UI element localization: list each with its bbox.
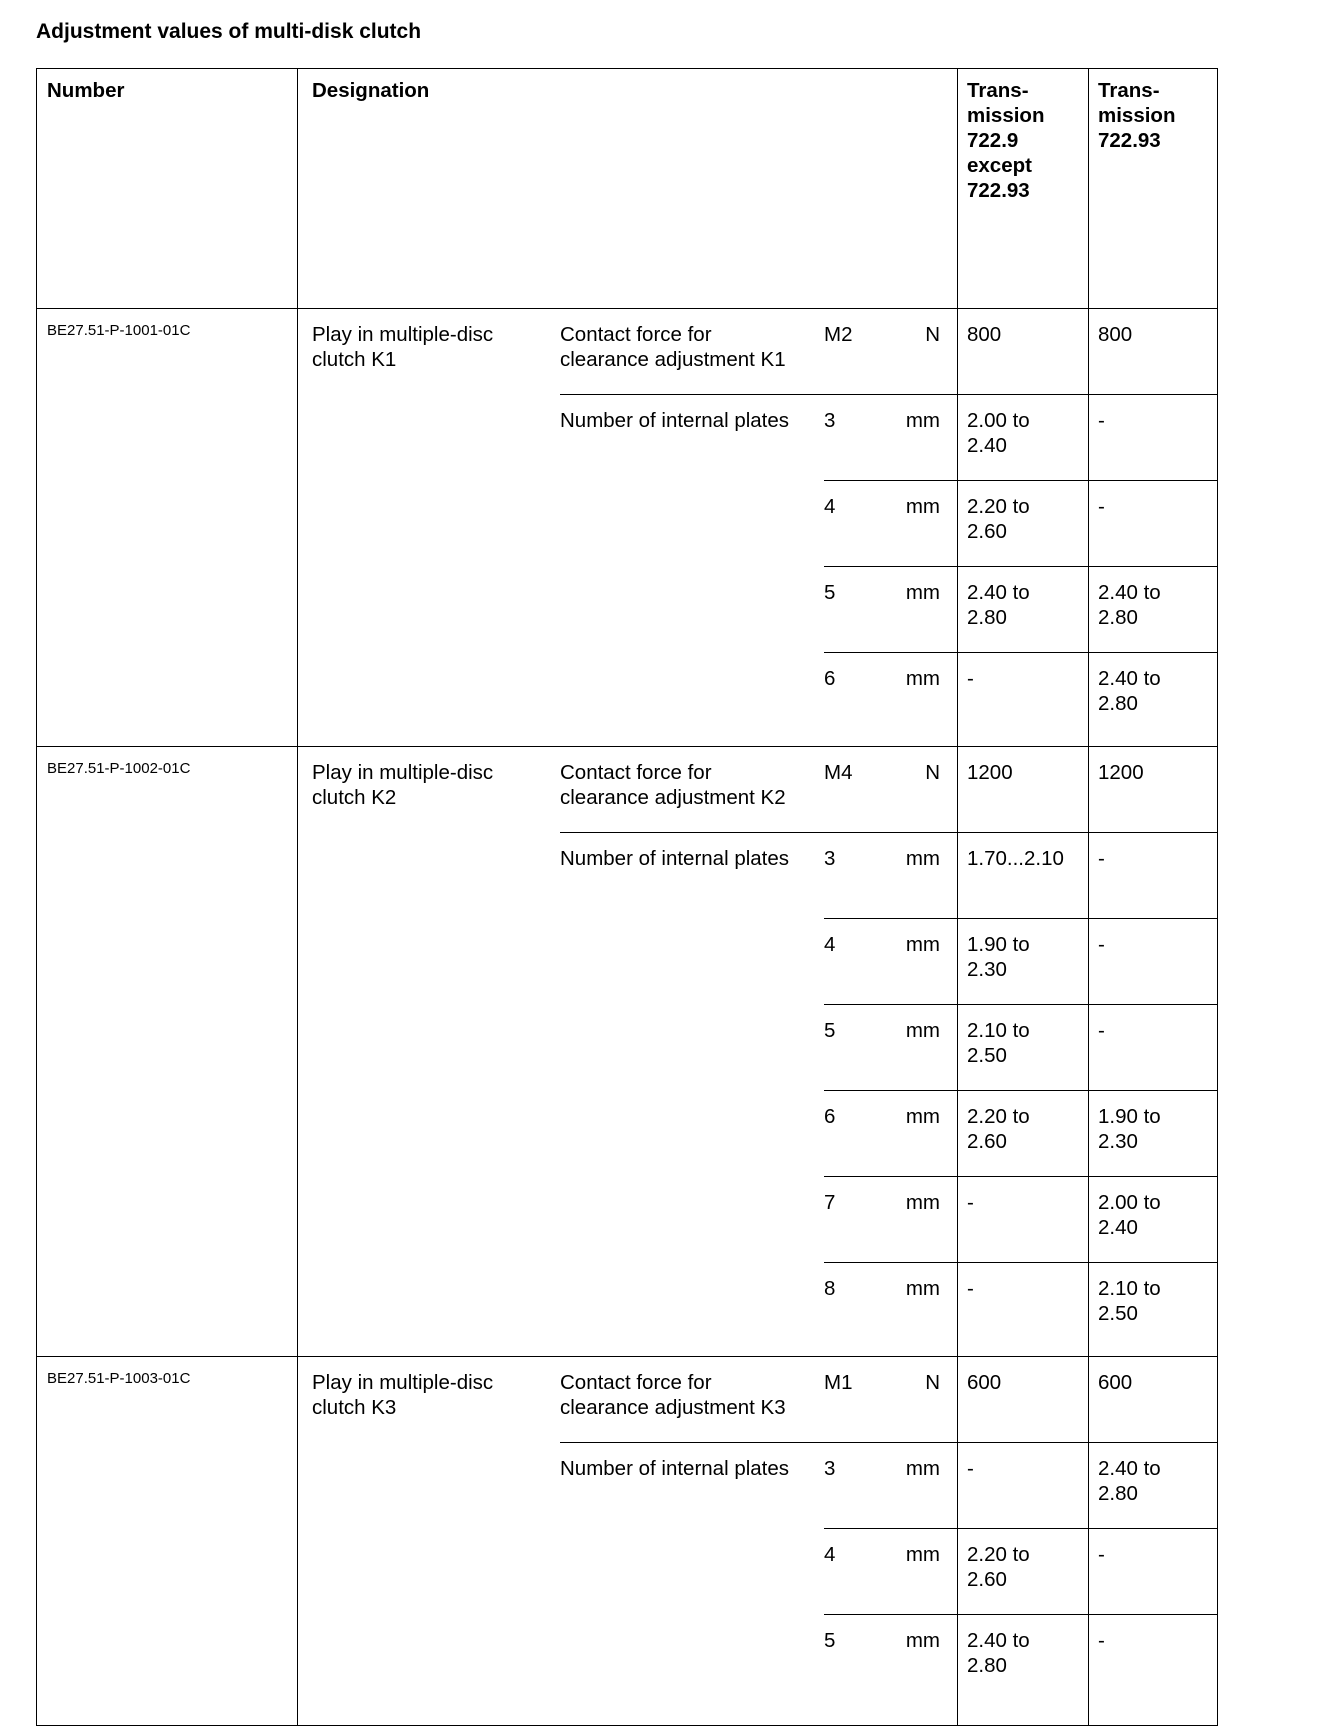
contact-force-label: Contact force for clearance adjustment K1 xyxy=(560,323,786,371)
plate-unit: mm xyxy=(905,1277,940,1300)
plate-value-722-93: - xyxy=(1098,1019,1105,1042)
group-divider xyxy=(36,1356,1218,1357)
plate-value-722-9: 2.10 to 2.50 xyxy=(967,1019,1030,1067)
plate-unit: mm xyxy=(905,409,940,432)
plate-value-722-9: - xyxy=(967,1191,974,1214)
plate-value-722-9: - xyxy=(967,667,974,690)
plate-row-divider xyxy=(824,652,1218,653)
plate-value-722-9: - xyxy=(967,1277,974,1300)
plate-value-722-9: 2.40 to 2.80 xyxy=(967,581,1030,629)
plate-value-722-9: 2.20 to 2.60 xyxy=(967,495,1030,543)
column-divider xyxy=(1088,68,1089,1726)
plate-unit: mm xyxy=(905,1191,940,1214)
plate-unit: mm xyxy=(905,667,940,690)
plate-value-722-93: 1.90 to 2.30 xyxy=(1098,1105,1161,1153)
plate-row-divider xyxy=(824,1176,1218,1177)
plate-row-divider xyxy=(824,1090,1218,1091)
plate-value-722-9: 2.20 to 2.60 xyxy=(967,1543,1030,1591)
internal-plates-label: Number of internal plates xyxy=(560,847,790,870)
internal-plates-label: Number of internal plates xyxy=(560,1457,790,1480)
contact-force-label: Contact force for clearance adjustment K2 xyxy=(560,761,786,809)
plate-row-divider xyxy=(824,1528,1218,1529)
column-divider xyxy=(957,68,958,1726)
plate-value-722-93: 2.40 to 2.80 xyxy=(1098,581,1161,629)
plate-value-722-93: 2.10 to 2.50 xyxy=(1098,1277,1161,1325)
header-designation: Designation xyxy=(312,79,430,102)
plate-row-divider xyxy=(824,1262,1218,1263)
force-code: M4 xyxy=(824,761,853,784)
plate-value-722-9: 2.20 to 2.60 xyxy=(967,1105,1030,1153)
header-number: Number xyxy=(47,79,125,102)
plate-count: 3 xyxy=(824,847,836,870)
force-value-722-93: 1200 xyxy=(1098,761,1144,784)
plate-row-divider xyxy=(824,918,1218,919)
plate-row-divider xyxy=(824,480,1218,481)
plate-value-722-93: - xyxy=(1098,1543,1105,1566)
column-divider xyxy=(297,68,298,1726)
plate-value-722-9: 1.70...2.10 xyxy=(967,847,1064,870)
designation: Play in multiple-disc clutch K1 xyxy=(312,323,494,371)
plate-value-722-93: 2.40 to 2.80 xyxy=(1098,667,1161,715)
plate-count: 3 xyxy=(824,1457,836,1480)
plate-value-722-9: 2.00 to 2.40 xyxy=(967,409,1030,457)
plate-count: 6 xyxy=(824,1105,836,1128)
plate-unit: mm xyxy=(905,1543,940,1566)
force-code: M2 xyxy=(824,323,853,346)
header-transmission-722-93: Trans- mission 722.93 xyxy=(1098,79,1176,152)
plate-value-722-93: - xyxy=(1098,847,1105,870)
plate-count: 8 xyxy=(824,1277,836,1300)
part-number: BE27.51-P-1003-01C xyxy=(47,1370,191,1387)
designation: Play in multiple-disc clutch K3 xyxy=(312,1371,494,1419)
plate-row-divider xyxy=(824,566,1218,567)
force-unit: N xyxy=(925,761,940,784)
plate-count: 4 xyxy=(824,495,836,518)
plate-value-722-93: - xyxy=(1098,409,1105,432)
contact-force-label: Contact force for clearance adjustment K3 xyxy=(560,1371,786,1419)
page-title: Adjustment values of multi-disk clutch xyxy=(36,20,422,43)
header-transmission-722-9: Trans- mission 722.9 except 722.93 xyxy=(967,79,1045,202)
plate-unit: mm xyxy=(905,1629,940,1652)
internal-plates-label: Number of internal plates xyxy=(560,409,790,432)
plate-count: 4 xyxy=(824,1543,836,1566)
plate-count: 5 xyxy=(824,581,836,604)
force-value-722-9: 1200 xyxy=(967,761,1013,784)
plate-unit: mm xyxy=(905,1019,940,1042)
plate-value-722-9: - xyxy=(967,1457,974,1480)
plate-row-divider xyxy=(824,1614,1218,1615)
plate-count: 6 xyxy=(824,667,836,690)
plate-count: 5 xyxy=(824,1019,836,1042)
header-divider xyxy=(36,308,1218,309)
plate-value-722-93: - xyxy=(1098,495,1105,518)
subrow-divider xyxy=(560,394,1218,395)
force-value-722-93: 600 xyxy=(1098,1371,1133,1394)
plate-unit: mm xyxy=(905,847,940,870)
plate-count: 5 xyxy=(824,1629,836,1652)
subrow-divider xyxy=(560,832,1218,833)
plate-count: 4 xyxy=(824,933,836,956)
force-value-722-9: 800 xyxy=(967,323,1002,346)
plate-unit: mm xyxy=(905,581,940,604)
plate-unit: mm xyxy=(905,933,940,956)
plate-unit: mm xyxy=(905,1457,940,1480)
force-unit: N xyxy=(925,1371,940,1394)
plate-value-722-93: 2.40 to 2.80 xyxy=(1098,1457,1161,1505)
subrow-divider xyxy=(560,1442,1218,1443)
plate-value-722-93: 2.00 to 2.40 xyxy=(1098,1191,1161,1239)
group-divider xyxy=(36,746,1218,747)
force-value-722-93: 800 xyxy=(1098,323,1133,346)
force-value-722-9: 600 xyxy=(967,1371,1002,1394)
plate-count: 7 xyxy=(824,1191,836,1214)
plate-count: 3 xyxy=(824,409,836,432)
plate-unit: mm xyxy=(905,495,940,518)
plate-value-722-93: - xyxy=(1098,1629,1105,1652)
plate-value-722-93: - xyxy=(1098,933,1105,956)
plate-value-722-9: 2.40 to 2.80 xyxy=(967,1629,1030,1677)
force-unit: N xyxy=(925,323,940,346)
plate-value-722-9: 1.90 to 2.30 xyxy=(967,933,1030,981)
plate-unit: mm xyxy=(905,1105,940,1128)
plate-row-divider xyxy=(824,1004,1218,1005)
designation: Play in multiple-disc clutch K2 xyxy=(312,761,494,809)
part-number: BE27.51-P-1002-01C xyxy=(47,760,191,777)
force-code: M1 xyxy=(824,1371,853,1394)
part-number: BE27.51-P-1001-01C xyxy=(47,322,191,339)
